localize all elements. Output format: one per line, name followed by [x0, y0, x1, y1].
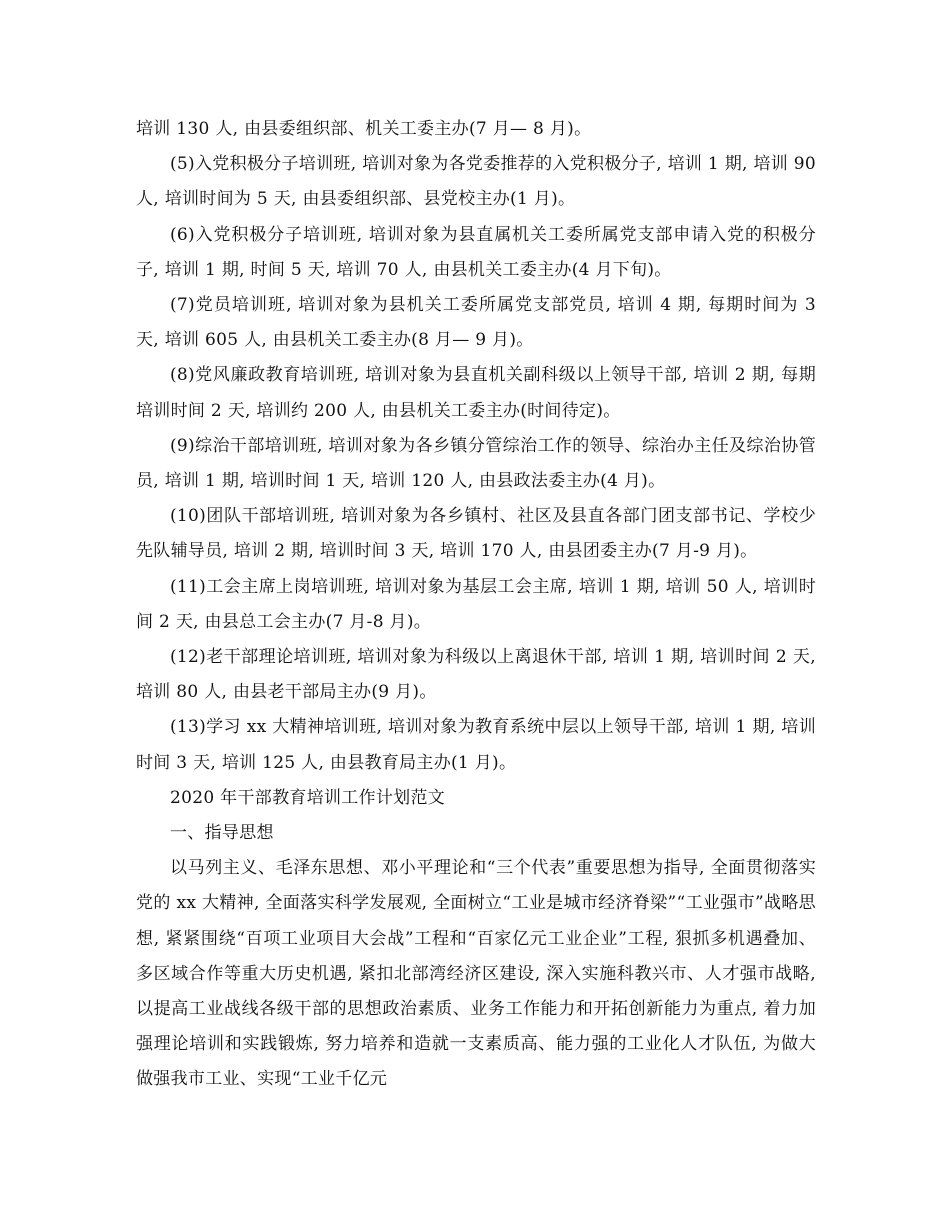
section-heading-guiding-ideology: 一、指导思想: [170, 823, 274, 844]
paragraph-item-5: (5)入党积极分子培训班, 培训对象为各党委推荐的入党积极分子, 培训 1 期, 培训 90 人, 培训时间为 5 天, 由县委组织部、县党校主办(1 月)。: [136, 154, 816, 210]
paragraph-item-6: (6)入党积极分子培训班, 培训对象为县直属机关工委所属党支部申请入党的积极分子, 培训 1 期, 时间 5 天, 培训 70 人, 由县机关工委主办(4 月下旬)。: [136, 224, 816, 280]
paragraph-item-7: (7)党员培训班, 培训对象为县机关工委所属党支部党员, 培训 4 期, 每期时间为 3 天, 培训 605 人, 由县机关工委主办(8 月— 9 月)。: [136, 295, 816, 351]
document-body: [136, 112, 816, 1098]
section-title: 2020 年干部教育培训工作计划范文: [170, 787, 446, 808]
paragraph-continuation: 培训 130 人, 由县委组织部、机关工委主办(7 月— 8 月)。: [136, 119, 592, 139]
paragraph-item-11: (11)工会主席上岗培训班, 培训对象为基层工会主席, 培训 1 期, 培训 50 人, 培训时间 2 天, 由县总工会主办(7 月-8 月)。: [136, 576, 816, 632]
paragraph-item-9: (9)综治干部培训班, 培训对象为各乡镇分管综治工作的领导、综治办主任及综治协管员, 培训 1 期, 培训时间 1 天, 培训 120 人, 由县政法委主办(4 月)。: [136, 435, 816, 492]
paragraph-item-8: (8)党风廉政教育培训班, 培训对象为县直机关副科级以上领导干部, 培训 2 期, 每期培训时间 2 天, 培训约 200 人, 由县机关工委主办(时间待定)。: [136, 365, 816, 421]
paragraph-item-12: (12)老干部理论培训班, 培训对象为科级以上离退休干部, 培训 1 期, 培训时间 2 天, 培训 80 人, 由县老干部局主办(9 月)。: [136, 647, 816, 703]
paragraph-guiding-ideology: 以马列主义、毛泽东思想、邓小平理论和“三个代表”重要思想为指导, 全面贯彻落实党的 xx 大精神, 全面落实科学发展观, 全面树立“工业是城市经济脊梁”“工业强市”战略思想, 紧紧围绕“百项工业项目大会战”工程和“百家亿元工业企业”工程, 狠抓多机遇叠加、多区域合作等重大历史机遇, 紧扣北部湾经济区建设, 深入实施科教兴市、人才强市战略, 以提高工业战线各级干部的思想政治素质、业务工作能力和开拓创新能力为重点, 着力加强理论培训和实践锻炼, 努力培养和造就一支素质高、能力强的工业化人才队伍, 为做大做强我市工业、实现“工业千亿元: [136, 858, 816, 1090]
paragraph-item-10: (10)团队干部培训班, 培训对象为各乡镇村、社区及县直各部门团支部书记、学校少先队辅导员, 培训 2 期, 培训时间 3 天, 培训 170 人, 由县团委主办(7 月-9 月)。: [136, 506, 816, 562]
paragraph-item-13: (13)学习 xx 大精神培训班, 培训对象为教育系统中层以上领导干部, 培训 1 期, 培训时间 3 天, 培训 125 人, 由县教育局主办(1 月)。: [136, 717, 816, 773]
